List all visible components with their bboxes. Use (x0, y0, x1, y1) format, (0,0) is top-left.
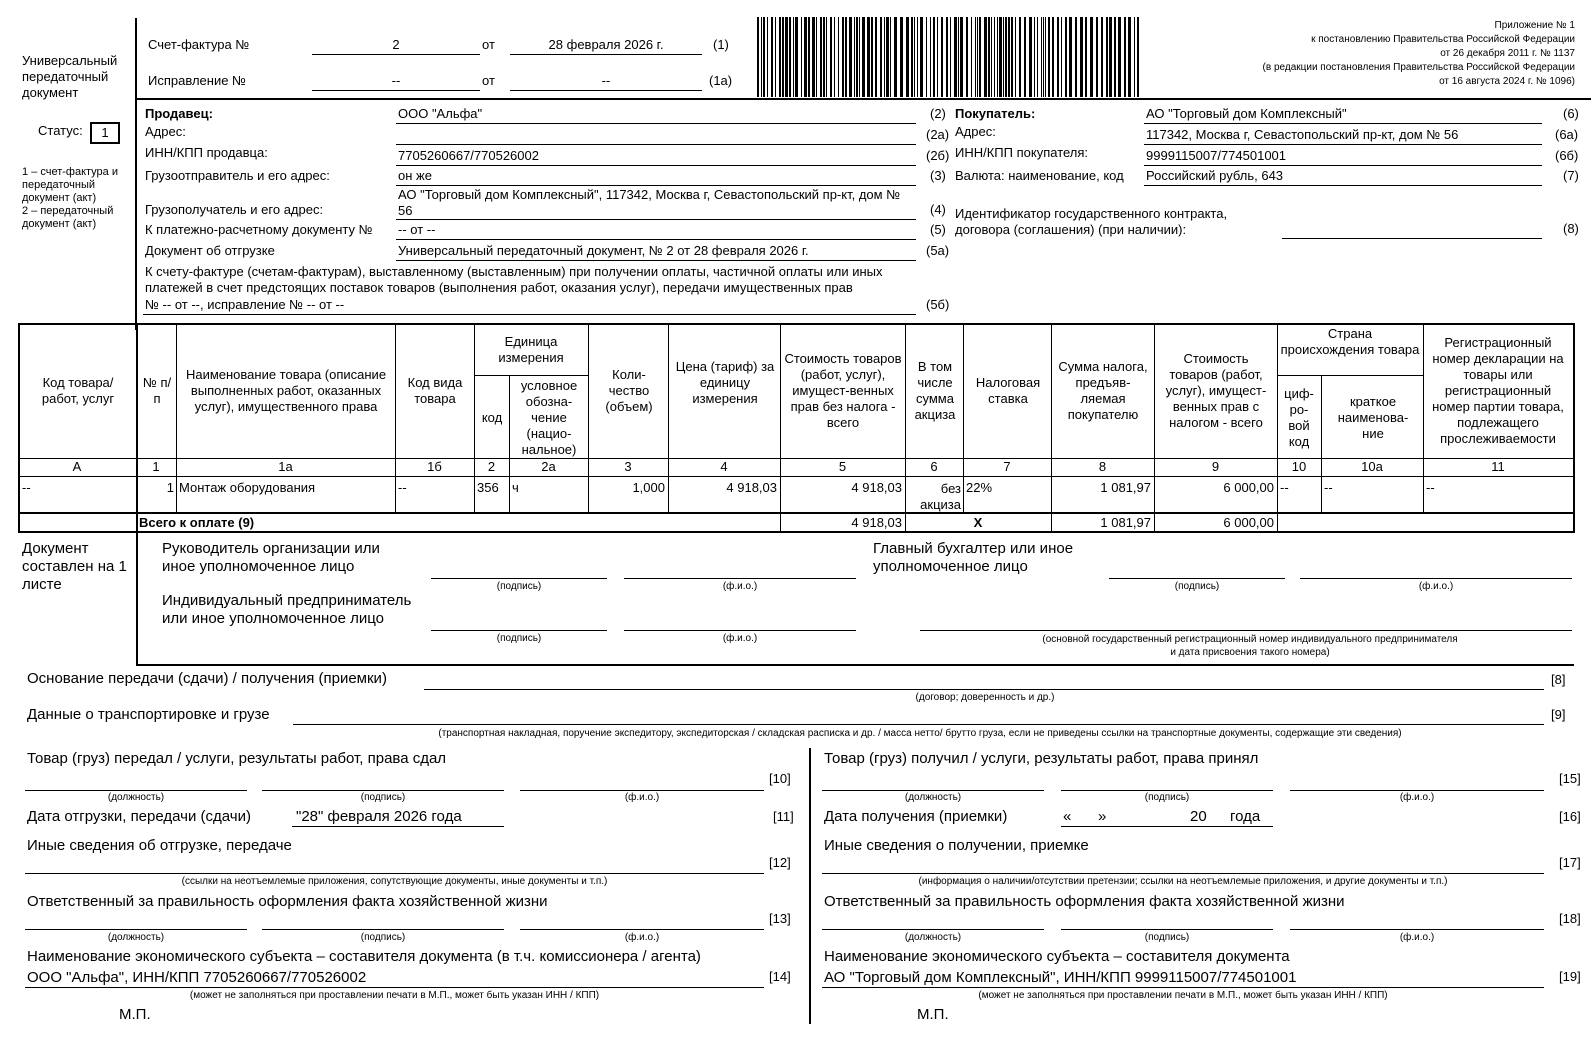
left-other-note: (ссылки на неотъемлемые приложения, сопутствующие документы, иные документы и т.п.) (181, 876, 608, 887)
total-tax: 1 081,97 (1100, 515, 1151, 530)
basis-code: [8] (1551, 672, 1566, 687)
currency-label: Валюта: наименование, код (955, 168, 1124, 183)
recv-date-code: [16] (1559, 809, 1581, 824)
ship-date-label: Дата отгрузки, передачи (сдачи) (27, 808, 251, 825)
column-letter: 2 (487, 459, 496, 474)
cell-tax: 1 081,97 (1100, 480, 1151, 495)
col-header-kind: Код вида товара (407, 375, 463, 406)
col-header-unit-name: условное обозна-чение (нацио-нальное) (520, 378, 578, 457)
seller-inn-label: ИНН/КПП продавца: (145, 145, 268, 160)
seller-inn-code: (2б) (926, 148, 950, 163)
seller-address-label: Адрес: (145, 124, 186, 139)
appendix-line-4: (в редакции постановления Правительства Российской Федерации (1262, 62, 1575, 73)
column-letter: 1б (427, 459, 442, 474)
col-header-name: Наименование товара (описание выполненных работ, оказанных услуг), имущественного права (185, 367, 387, 414)
buyer-code: (6) (1563, 106, 1579, 121)
appendix-line-5: от 16 августа 2024 г. № 1096) (1439, 76, 1575, 87)
column-letter: 4 (720, 459, 728, 474)
right-resp-position-line[interactable] (822, 929, 1044, 930)
col-header-num: № п/п (142, 375, 172, 406)
recv-date-year[interactable]: 20 (1190, 808, 1207, 825)
status-hint: 1 – счет-фактура и передаточный документ (акт) 2 – передаточный документ (акт) (22, 166, 118, 230)
left-resp-label: Ответственный за правильность оформления факта хозяйственной жизни (27, 893, 548, 910)
appendix-line-1: Приложение № 1 (1494, 20, 1575, 31)
cell-country-name: -- (1324, 480, 1333, 495)
left-entity-label: Наименование экономического субъекта – составителя документа (в т.ч. комиссионера / агента) (27, 948, 701, 965)
cell-cost: 4 918,03 (851, 480, 902, 495)
consignee-label: Грузополучатель и его адрес: (145, 202, 324, 217)
shipping-doc-code: (5а) (926, 243, 950, 258)
buyer-inn-value[interactable]: 9999115007/774501001 (1146, 148, 1287, 163)
invoice-label: Счет-фактура № (148, 37, 250, 52)
ogrn-note: (основной государственный регистрационный номер индивидуального предпринимателя и дата присвоения такого номера) (1042, 634, 1458, 658)
accountant-podpis: (подпись) (1174, 581, 1220, 592)
ip-fio-line[interactable] (624, 630, 856, 631)
consignee-code: (4) (930, 202, 946, 217)
left-stamp-place: М.П. (119, 1006, 151, 1023)
head-signature-line[interactable] (431, 578, 607, 579)
handed-code: [10] (769, 771, 791, 786)
cell-code: -- (22, 480, 31, 495)
col-header-tax: Сумма налога, предъяв-ляемая покупателю (1058, 359, 1148, 422)
ip-podpis: (подпись) (496, 633, 542, 644)
handed-podpis: (подпись) (360, 792, 406, 803)
transport-line[interactable] (293, 724, 1544, 725)
ip-label: Индивидуальный предприниматель или иное уполномоченное лицо (162, 592, 412, 627)
left-resp-code: [13] (769, 911, 791, 926)
received-position-line[interactable] (822, 790, 1044, 791)
col-header-reg: Регистрационный номер декларации на товары или регистрационный номер партии товара, подлежащего прослеживаемости (1432, 335, 1564, 446)
column-letter: 3 (624, 459, 632, 474)
buyer-inn-code: (6б) (1555, 148, 1579, 163)
invoice-number[interactable]: 2 (392, 37, 400, 52)
recv-date-line[interactable] (1061, 826, 1273, 827)
cell-excise: без акциза (920, 481, 961, 512)
right-other-label: Иные сведения о получении, приемке (824, 837, 1089, 854)
left-resp-position-line[interactable] (25, 929, 247, 930)
handed-signature-line[interactable] (262, 790, 504, 791)
appendix-line-2: к постановлению Правительства Российской Федерации (1311, 34, 1575, 45)
payment-doc-value[interactable]: -- от -- (398, 222, 436, 237)
seller-inn-value[interactable]: 7705260667/770526002 (398, 148, 539, 163)
handed-position-line[interactable] (25, 790, 247, 791)
column-letter: 8 (1098, 459, 1107, 474)
right-other-note: (информация о наличии/отсутствии претензии; ссылки на неотъемлемые приложения, и другие документы и т.п.) (918, 876, 1448, 887)
right-resp-dolzh: (должность) (904, 932, 962, 943)
column-letter: 7 (1003, 459, 1011, 474)
received-signature-line[interactable] (1061, 790, 1273, 791)
shipping-doc-value[interactable]: Универсальный передаточный документ, № 2 от 28 февраля 2026 г. (398, 243, 809, 258)
column-letter: 2а (541, 459, 556, 474)
status-value-box[interactable]: 1 (90, 122, 120, 144)
recv-date-quote-close: » (1098, 808, 1107, 825)
currency-code: (7) (1563, 168, 1579, 183)
doc-pages: Документ составлен на 1 листе (22, 540, 127, 593)
right-entity-value[interactable]: АО "Торговый дом Комплексный", ИНН/КПП 9999115007/774501001 (824, 969, 1297, 986)
cell-rate: 22% (966, 480, 993, 495)
cell-total: 6 000,00 (1223, 480, 1274, 495)
recv-date-label: Дата получения (приемки) (824, 808, 1008, 825)
accountant-fio-line[interactable] (1300, 578, 1572, 579)
col-header-cost: Стоимость товаров (работ, услуг), имущест-венных прав без налога - всего (784, 351, 902, 430)
col-header-code: Код товара/ работ, услуг (41, 375, 115, 406)
cell-price: 4 918,03 (726, 480, 777, 495)
advance-invoice-code: (5б) (926, 297, 950, 312)
col-header-country-name: краткое наименова-ние (1337, 394, 1409, 441)
payment-doc-code: (5) (930, 222, 946, 237)
right-resp-label: Ответственный за правильность оформления факта хозяйственной жизни (824, 893, 1345, 910)
buyer-address-label: Адрес: (955, 124, 996, 139)
column-letter: 6 (930, 459, 938, 474)
correction-date[interactable]: -- (601, 73, 611, 88)
right-resp-podpis: (подпись) (1144, 932, 1190, 943)
head-fio: (ф.и.о.) (722, 581, 758, 592)
total-excise-x: Х (973, 515, 983, 530)
col-header-rate: Налоговая ставка (975, 375, 1041, 406)
shipper-code: (3) (930, 168, 946, 183)
cell-num: 1 (166, 480, 174, 495)
column-letter: 5 (838, 459, 847, 474)
transport-code: [9] (1551, 707, 1566, 722)
transport-note: (транспортная накладная, поручение экспедитору, экспедиторская / складская расписка и др. / масса нетто/ брутто груза, если не приведены ссылки на транспортные документы, содержащие эти сведения) (438, 728, 1402, 739)
column-letter: 10 (1291, 459, 1307, 474)
basis-note: (договор; доверенность и др.) (915, 692, 1055, 703)
seller-code: (2) (930, 106, 946, 121)
left-resp-fio-line[interactable] (520, 929, 764, 930)
total-cost: 4 918,03 (851, 515, 902, 530)
cell-reg: -- (1426, 480, 1435, 495)
advance-invoice-text: К счету-фактуре (счетам-фактурам), выставленному (выставленным) при получении оплаты, частичной оплаты или иных платежей в счет предстоящих поставок товаров (выполнения работ, оказания услуг), передачи имущественных прав (145, 264, 883, 295)
handed-label: Товар (груз) передал / услуги, результаты работ, права сдал (27, 750, 447, 767)
cell-unit-code: 356 (477, 480, 499, 495)
total-total: 6 000,00 (1223, 515, 1274, 530)
column-letter: 9 (1211, 459, 1220, 474)
payment-doc-label: К платежно-расчетному документу № (145, 222, 373, 237)
seller-address-code: (2а) (926, 127, 950, 142)
right-resp-fio: (ф.и.о.) (1399, 932, 1435, 943)
left-resp-fio: (ф.и.о.) (624, 932, 660, 943)
ogrn-line[interactable] (920, 630, 1572, 631)
right-resp-signature-line[interactable] (1061, 929, 1273, 930)
col-header-price: Цена (тариф) за единицу измерения (675, 359, 775, 406)
ship-date-code: [11] (773, 809, 794, 824)
cell-country-code: -- (1280, 480, 1289, 495)
ip-fio: (ф.и.о.) (722, 633, 758, 644)
col-header-country: Страна происхождения товара (1280, 326, 1420, 357)
column-letter: 11 (1491, 459, 1505, 474)
shipper-label: Грузоотправитель и его адрес: (145, 168, 330, 183)
recv-date-quote-open: « (1063, 808, 1072, 825)
ship-date-value[interactable]: "28" февраля 2026 года (296, 808, 462, 825)
received-dolzh: (должность) (904, 792, 962, 803)
currency-value[interactable]: Российский рубль, 643 (1146, 168, 1284, 183)
handed-fio: (ф.и.о.) (624, 792, 660, 803)
received-fio: (ф.и.о.) (1399, 792, 1435, 803)
header-left-border (135, 18, 137, 330)
column-letter: А (72, 459, 82, 474)
left-resp-dolzh: (должность) (107, 932, 165, 943)
correction-label: Исправление № (148, 73, 246, 88)
col-header-qty: Коли-чество (объем) (605, 367, 653, 414)
received-fio-line[interactable] (1290, 790, 1544, 791)
invoice-code: (1) (713, 37, 729, 52)
contract-id-label: Идентификатор государственного контракта, договора (соглашения) (при наличии): (955, 206, 1228, 237)
left-other-line[interactable] (25, 873, 764, 874)
right-entity-label: Наименование экономического субъекта – составителя документа (824, 948, 1290, 965)
correction-number[interactable]: -- (391, 73, 401, 88)
cell-unit-name: ч (512, 480, 519, 495)
handed-fio-line[interactable] (520, 790, 764, 791)
basis-line[interactable] (424, 689, 1544, 690)
contract-id-code: (8) (1563, 221, 1579, 236)
buyer-address-value[interactable]: 117342, Москва г, Севастопольский пр-кт, дом № 56 (1146, 127, 1459, 142)
consignee-value[interactable]: АО "Торговый дом Комплексный", 117342, Москва г, Севастопольский пр-кт, дом № 56 (398, 187, 901, 218)
received-code: [15] (1559, 771, 1581, 786)
left-entity-note: (может не заполняться при проставлении печати в М.П., может быть указан ИНН / КПП) (189, 990, 600, 1001)
buyer-address-code: (6а) (1555, 127, 1579, 142)
column-letter: 1 (152, 459, 160, 474)
correction-ot: от (482, 73, 495, 88)
shipping-doc-label: Документ об отгрузке (145, 243, 275, 258)
basis-label: Основание передачи (сдачи) / получения (приемки) (27, 670, 387, 687)
invoice-ot: от (482, 37, 495, 52)
right-resp-fio-line[interactable] (1290, 929, 1544, 930)
ip-signature-line[interactable] (431, 630, 607, 631)
correction-code: (1а) (709, 73, 733, 88)
right-entity-note: (может не заполняться при проставлении печати в М.П., может быть указан ИНН / КПП) (978, 990, 1388, 1001)
left-other-label: Иные сведения об отгрузке, передаче (27, 837, 292, 854)
center-divider (809, 748, 811, 1024)
cell-name: Монтаж оборудования (179, 480, 316, 495)
right-resp-code: [18] (1559, 911, 1581, 926)
transport-label: Данные о транспортировке и грузе (27, 706, 270, 723)
cell-kind: -- (398, 480, 407, 495)
advance-invoice-value[interactable]: № -- от --, исправление № -- от -- (145, 297, 345, 312)
left-resp-signature-line[interactable] (262, 929, 504, 930)
buyer-inn-label: ИНН/КПП покупателя: (955, 145, 1089, 160)
accountant-signature-line[interactable] (1109, 578, 1285, 579)
left-resp-podpis: (подпись) (360, 932, 406, 943)
right-other-code: [17] (1559, 855, 1581, 870)
seller-label: Продавец: (145, 106, 213, 121)
total-label: Всего к оплате (9) (139, 515, 255, 530)
left-other-code: [12] (769, 855, 791, 870)
col-header-unit-code: код (481, 410, 503, 425)
barcode-icon (757, 17, 1141, 97)
appendix-line-3: от 26 декабря 2011 г. № 1137 (1440, 48, 1575, 59)
head-fio-line[interactable] (624, 578, 856, 579)
received-podpis: (подпись) (1144, 792, 1190, 803)
buyer-label: Покупатель: (955, 106, 1036, 121)
seller-value[interactable]: ООО "Альфа" (398, 106, 483, 121)
accountant-label: Главный бухгалтер или иное уполномоченное лицо (873, 540, 1074, 575)
col-header-excise: В том числе сумма акциза (914, 359, 956, 422)
right-stamp-place: М.П. (917, 1006, 949, 1023)
col-header-unit: Единица измерения (498, 334, 564, 365)
right-other-line[interactable] (822, 873, 1544, 874)
left-entity-code: [14] (769, 969, 791, 984)
column-letter: 10а (1361, 459, 1383, 474)
col-header-total: Стоимость товаров (работ, услуг), имущест-венных прав с налогом - всего (1165, 351, 1267, 430)
buyer-value[interactable]: АО "Торговый дом Комплексный" (1146, 106, 1347, 121)
head-label: Руководитель организации или иное уполномоченное лицо (162, 540, 380, 575)
right-entity-code: [19] (1559, 969, 1581, 984)
handed-dolzh: (должность) (107, 792, 165, 803)
recv-date-goda: года (1230, 808, 1261, 825)
accountant-fio: (ф.и.о.) (1418, 581, 1454, 592)
received-label: Товар (груз) получил / услуги, результаты работ, права принял (824, 750, 1259, 767)
head-podpis: (подпись) (496, 581, 542, 592)
status-label: Статус: (38, 123, 83, 138)
cell-qty: 1,000 (632, 480, 665, 495)
col-header-country-code: циф-ро-вой код (1284, 386, 1314, 449)
column-letter: 1а (278, 459, 293, 474)
left-entity-value[interactable]: ООО "Альфа", ИНН/КПП 7705260667/770526002 (27, 969, 367, 986)
invoice-date[interactable]: 28 февраля 2026 г. (548, 37, 664, 52)
doc-type-title: Универсальный передаточный документ (22, 53, 118, 100)
shipper-value[interactable]: он же (398, 168, 432, 183)
